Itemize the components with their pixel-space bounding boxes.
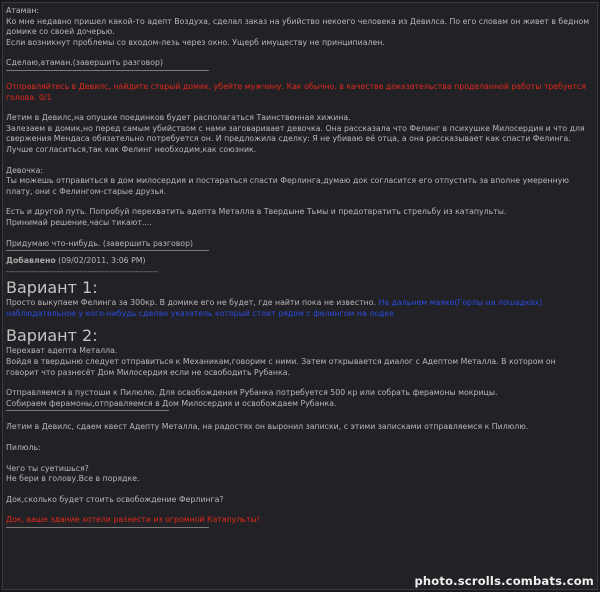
- ataman-line: Ко мне недавно пришел какой-то адепт Воздуха, сделал заказ на убийство некоего человека из Девилса. По его словам он живет в бедном домике со своей дочерью.: [6, 16, 590, 37]
- variant-1-link[interactable]: На дальнем маяке(Горлы на лошадках) наблюдательное у кого-нибудь сделан указатель который стоит рядом с фелингом на лодке: [6, 298, 543, 318]
- body-text: Летим в Девилс, сдаем квест Адепту Металла, на радостях он выронил записки, с этими записками отправляемся к Пилюлю.: [6, 422, 529, 432]
- added-line: [6, 256, 590, 267]
- variant-1-title: Вариант 1:: [6, 278, 98, 298]
- divider: [6, 410, 169, 411]
- divider: [6, 527, 209, 528]
- quest-text: Док, ваше здание хотели разнести из огромной Катапульты!: [6, 515, 260, 525]
- quest-text: Отправляйтесь в Девилс, найдите старый домик, убейте мужчину. Как обычно, в качестве доказательства проделанной работы требуется голова. 0/1: [6, 81, 586, 102]
- body-text: Отправляемся в пустоши к Пилюлю. Для освобождения Рубанка потребуется 500 кр или собрать фeрамоны мокрицы.: [6, 388, 498, 398]
- ataman-line: Если возникнут проблемы со входом-лезь через окно. Ущерб имуществу не принципиален.: [6, 37, 385, 47]
- body-text: Войдя в твердыню следует отправиться к Механикам,говорим с ними. Затем открывается диалог с Адептом Металла. В котором он говорит что разнесёт Дом Милосердия если не освободить Рубанка.: [6, 357, 556, 377]
- dash-separator: ------------------------------------------------------: [6, 266, 158, 276]
- girl-label: Девочка:: [6, 165, 43, 175]
- variant-1-text: [6, 298, 590, 319]
- added-date: (09/02/2011, 3:06 PM): [58, 256, 146, 266]
- ataman-label: Атаман:: [6, 6, 40, 15]
- variant-2-title: Вариант 2:: [6, 326, 98, 346]
- girl-line: Ты можешь отправиться в дом милосердия и постараться спасти Ферлинга,думаю док согласится его отпустить за вполне умеренную плату, они с Фелингом-старые друзья.: [6, 176, 569, 196]
- pill-line: Чего ты суетишься?: [6, 463, 89, 473]
- body-text: Перехват адепта Металла.: [6, 346, 118, 356]
- forum-post: [6, 6, 590, 533]
- pill-label: Пилюль:: [6, 443, 41, 453]
- pill-line: Не бери в голову.Все в порядке.: [6, 474, 140, 484]
- body-text: Принимай решение,часы тикают....: [6, 217, 152, 227]
- body-text: Есть и другой путь. Попробуй перехватить адепта Металла в Твердыне Тьмы и предотвратить стрельбу из катапульты.: [6, 207, 507, 217]
- dialog-choice: Док,сколько будет стоить освобождение Ферлинга?: [6, 494, 224, 504]
- divider: [6, 250, 209, 251]
- watermark: photo.scrolls.combats.com: [414, 574, 594, 588]
- body-text: Летим в Девилс,на опушке поединков будет располагаться Таинственная хижина.: [6, 113, 351, 123]
- added-label: Добавлено: [6, 256, 56, 266]
- variant-1-main: Просто выкупаем Фелинга за 300кр. В домике его не будет, где найти пока не известно.: [6, 298, 377, 308]
- dialog-choice: Сделаю,атаман.(завершить разговор): [6, 58, 163, 68]
- body-text: Собираем ферамоны,отправляемся в Дом Милосердия и освобождаем Рубанка.: [6, 398, 337, 408]
- divider: [6, 70, 209, 71]
- dialog-choice: Придумаю что-нибудь. (завершить разговор): [6, 238, 194, 248]
- body-text: Залезаем в домик,но перед самым убийством с нами заговаривает девочка. Она рассказала что Фелинг в психушке Милосердия и что для свержения Мендаса обязательно потребуется он. И предложила сделку: Я не убиваю её отца, а она рассказывает как спасти Фелинга. Лучше согласиться,так как Фелинг необходим,как союзник.: [6, 123, 585, 154]
